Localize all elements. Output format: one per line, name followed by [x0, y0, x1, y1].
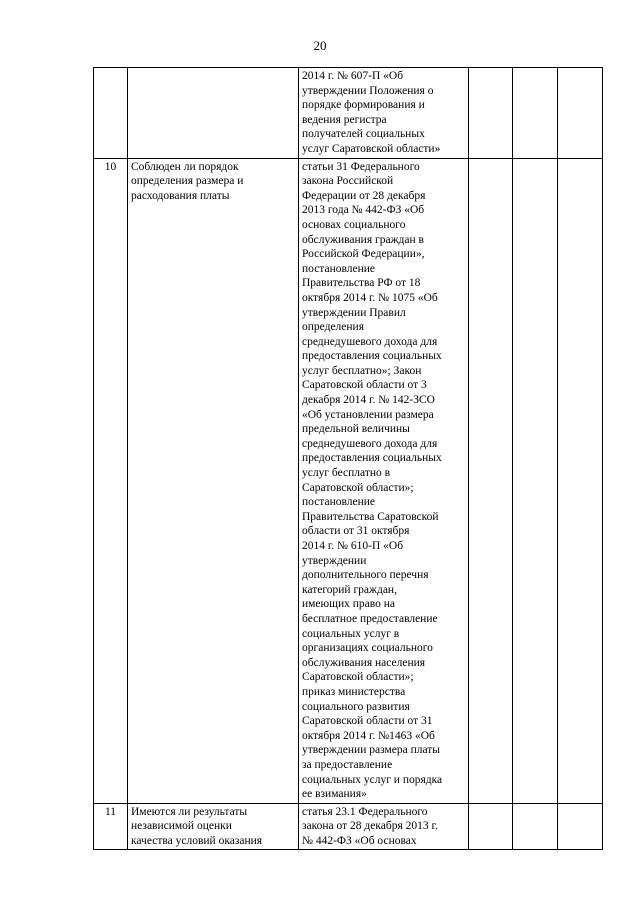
question-cell — [128, 803, 299, 850]
answer-yes-cell — [469, 68, 513, 159]
row-number-cell — [94, 68, 128, 159]
legal-basis-line: постановление — [302, 496, 376, 509]
question-cell — [128, 158, 299, 803]
table-row — [94, 803, 603, 850]
legal-basis-line: № 442-ФЗ «Об основах — [302, 834, 417, 847]
checklist-table — [93, 67, 603, 850]
legal-basis-line: Правительства Саратовской — [302, 510, 439, 523]
legal-basis-line: Саратовской области»; — [302, 671, 414, 684]
answer-yes-cell — [469, 158, 513, 803]
row-number-cell: 10 — [94, 158, 128, 803]
answer-yes-cell — [469, 803, 513, 850]
legal-basis-line: 2014 г. № 607-П «Об — [302, 70, 404, 82]
question-line: качества условий оказания — [131, 834, 263, 847]
legal-basis-cell — [299, 158, 469, 803]
legal-basis-line: бесплатное предоставление — [302, 612, 438, 625]
legal-basis-line: основах социального — [302, 218, 406, 231]
answer-no-cell — [513, 158, 558, 803]
legal-basis-line: услуг бесплатно»; Закон — [302, 364, 422, 377]
legal-basis-line: Саратовской области»; — [302, 481, 414, 494]
legal-basis-line: ее взимания» — [302, 788, 367, 801]
table-row — [94, 158, 603, 803]
legal-basis-line: постановление — [302, 262, 376, 275]
legal-basis-cell — [299, 68, 469, 159]
legal-basis-line: Правительства РФ от 18 — [302, 277, 421, 290]
question-line: Соблюден ли порядок — [131, 160, 239, 173]
legal-basis-line: 2013 года № 442-ФЗ «Об — [302, 204, 425, 217]
legal-basis-line: предоставления социальных — [302, 452, 442, 465]
question-line: Имеются ли результаты — [131, 805, 248, 818]
legal-basis-line: октября 2014 г. № 1075 «Об — [302, 291, 438, 304]
note-cell — [558, 68, 603, 159]
answer-no-cell — [513, 68, 558, 159]
legal-basis-line: услуг бесплатно в — [302, 467, 391, 480]
legal-basis-line: 2014 г. № 610-П «Об — [302, 540, 404, 552]
legal-basis-line: получателей социальных — [302, 128, 425, 141]
legal-basis-line: декабря 2014 г. № 142-ЗСО — [302, 394, 435, 407]
legal-basis-line: статьи 31 Федерального — [302, 160, 420, 173]
question-cell — [128, 68, 299, 159]
row-number-cell: 11 — [94, 803, 128, 850]
legal-basis-line: утверждении — [302, 554, 367, 567]
legal-basis-line: обслуживания населения — [302, 656, 426, 669]
legal-basis-line: закона от 28 декабря 2013 г. — [302, 820, 438, 833]
legal-basis-line: дополнительного перечня — [302, 569, 429, 582]
legal-basis-line: утверждении Положения о — [302, 84, 434, 97]
legal-basis-line: обслуживания граждан в — [302, 233, 424, 246]
question-line: независимой оценки — [131, 820, 232, 833]
legal-basis-line: утверждении размера платы — [302, 744, 441, 757]
legal-basis-line: октября 2014 г. №1463 «Об — [302, 729, 435, 742]
legal-basis-line: организациях социального — [302, 642, 433, 655]
question-line: определения размера и — [131, 175, 244, 188]
table-row — [94, 68, 603, 159]
note-cell — [558, 803, 603, 850]
legal-basis-line: социальных услуг и порядка — [302, 773, 443, 786]
legal-basis-line: социального развития — [302, 700, 410, 713]
legal-basis-line: порядке формирования и — [302, 99, 425, 112]
legal-basis-line: Федерации от 28 декабря — [302, 189, 426, 202]
legal-basis-line: ведения регистра — [302, 113, 387, 126]
legal-basis-line: за предоставление — [302, 758, 393, 771]
note-cell — [558, 158, 603, 803]
legal-basis-line: среднедушевого дохода для — [302, 437, 438, 450]
legal-basis-line: статья 23.1 Федерального — [302, 805, 428, 818]
legal-basis-line: закона Российской — [302, 175, 394, 188]
legal-basis-line: определения — [302, 321, 365, 334]
legal-basis-line: Российской Федерации», — [302, 248, 425, 261]
question-line: расходования платы — [131, 189, 230, 202]
answer-no-cell — [513, 803, 558, 850]
legal-basis-line: среднедушевого дохода для — [302, 335, 438, 348]
legal-basis-line: приказ министерства — [302, 685, 406, 698]
legal-basis-cell — [299, 803, 469, 850]
legal-basis-line: услуг Саратовской области» — [302, 142, 441, 155]
page-number: 20 — [313, 38, 327, 53]
legal-basis-line: Саратовской области от 3 — [302, 379, 427, 392]
legal-basis-line: имеющих право на — [302, 598, 396, 611]
legal-basis-line: Саратовской области от 31 — [302, 715, 433, 728]
legal-basis-line: утверждении Правил — [302, 306, 406, 319]
legal-basis-line: социальных услуг в — [302, 627, 400, 640]
legal-basis-line: категорий граждан, — [302, 583, 397, 596]
legal-basis-line: предельной величины — [302, 423, 410, 436]
legal-basis-line: предоставления социальных — [302, 350, 442, 363]
legal-basis-line: области от 31 октября — [302, 525, 410, 538]
legal-basis-line: «Об установлении размера — [302, 408, 434, 421]
